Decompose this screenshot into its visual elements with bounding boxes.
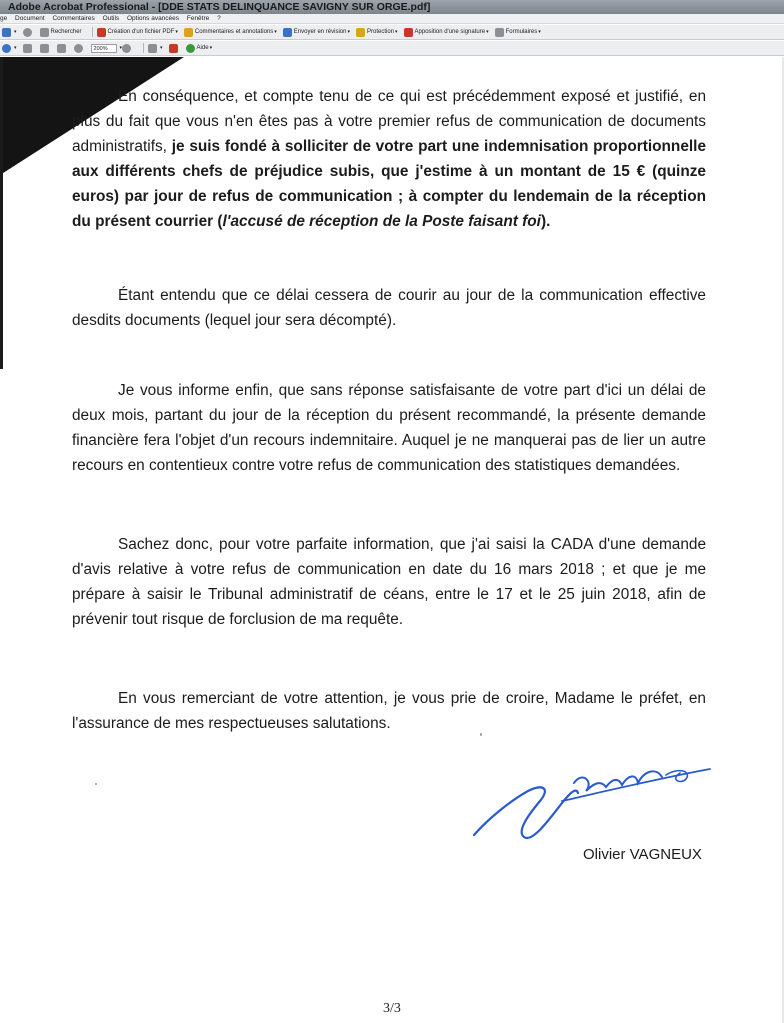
comments-button[interactable]: Commentaires et annotations ▾ bbox=[184, 25, 277, 40]
send-review-icon bbox=[283, 28, 292, 37]
fit-width-button[interactable] bbox=[57, 44, 68, 53]
zoom-out-icon bbox=[74, 44, 83, 53]
zoom-in-icon bbox=[122, 44, 131, 53]
paragraph-appeal-text: Je vous informe enfin, que sans réponse satisfaisante de votre part d'ici un délai de deux mois, partant du jour de la réception du présent recommandé, la présente demande financière fera l'objet d'un recours indemnitaire. Auquel je ne manquerai pas de lier un autre recours en contentieux contre votre refus de communication des statistiques demandées. bbox=[72, 382, 706, 474]
signature-button[interactable]: Apposition d'une signature ▾ bbox=[404, 25, 489, 40]
document-page[interactable] bbox=[0, 57, 784, 1023]
paragraph-compensation-note: l'accusé de réception de la Poste faisant foi bbox=[222, 213, 541, 230]
menu-item-document[interactable]: Document bbox=[15, 15, 45, 22]
forms-button[interactable]: Formulaires ▾ bbox=[495, 25, 541, 40]
pen-icon bbox=[404, 28, 413, 37]
scan-edge bbox=[0, 57, 3, 369]
search-button[interactable] bbox=[40, 25, 82, 40]
menu-item-page[interactable]: ge bbox=[0, 15, 8, 22]
rotate-button[interactable]: ▾ bbox=[148, 41, 163, 56]
actual-size-button[interactable] bbox=[23, 44, 34, 53]
protection-label: Protection bbox=[367, 28, 395, 35]
open-icon bbox=[2, 28, 11, 37]
paragraph-delay-text: Étant entendu que ce délai cessera de courir au jour de la communication effective desdits documents (lequel jour sera décompté). bbox=[72, 287, 706, 329]
menu-item-tools[interactable]: Outils bbox=[102, 15, 120, 22]
menu-item-advanced[interactable]: Options avancées bbox=[127, 15, 180, 22]
create-pdf-icon bbox=[97, 28, 106, 37]
zoom-tool-button[interactable]: ▾ bbox=[2, 41, 17, 56]
help-button[interactable]: Aide ▾ bbox=[186, 41, 213, 56]
signature-label: Apposition d'une signature bbox=[414, 28, 486, 35]
yahoo-button[interactable] bbox=[169, 44, 180, 53]
paragraph-delay bbox=[72, 283, 706, 333]
yahoo-icon bbox=[169, 44, 178, 53]
page-number: 3/3 bbox=[383, 1001, 401, 1016]
fit-page-icon bbox=[40, 44, 49, 53]
send-review-button[interactable]: Envoyer en révision ▾ bbox=[283, 25, 350, 40]
paragraph-closing bbox=[72, 686, 706, 736]
actual-size-icon bbox=[23, 44, 32, 53]
paragraph-compensation-claim: je suis fondé à solliciter de votre part une indemnisation proportionnelle aux différents chefs de préjudice subis, que j'estime à un montant de 15 € (quinze euros) par jour de refus de communication ; à compter du lendemain de la réception du présent courrier ( bbox=[72, 138, 707, 230]
menu-item-window[interactable]: Fenêtre bbox=[186, 15, 210, 22]
paragraph-closing-text: En vous remerciant de votre attention, je vous prie de croire, Madame le préfet, en l'assurance de mes respectueuses salutations. bbox=[72, 690, 706, 732]
zoom-in-button[interactable]: ▾ bbox=[119, 41, 134, 56]
paragraph-compensation bbox=[72, 84, 706, 234]
menu-bar bbox=[0, 14, 784, 24]
binoculars-icon bbox=[40, 28, 49, 37]
email-icon bbox=[23, 28, 32, 37]
rotate-icon bbox=[148, 44, 157, 53]
help-icon bbox=[186, 44, 195, 53]
create-pdf-label: Création d'un fichier PDF bbox=[107, 28, 175, 35]
create-pdf-button[interactable]: Création d'un fichier PDF ▾ bbox=[97, 25, 178, 40]
paragraph-cada-text: Sachez donc, pour votre parfaite information, que j'ai saisi la CADA d'une demande d'avis relative à votre refus de communication en date du 16 mars 2018 ; et que je me prépare à saisir le Tribunal administratif de céans, entre le 17 et le 25 juin 2018, afin de prévenir tout risque de forclusion de ma requête. bbox=[72, 536, 706, 628]
paragraph-appeal bbox=[72, 378, 706, 478]
forms-label: Formulaires bbox=[505, 28, 538, 35]
fit-width-icon bbox=[57, 44, 66, 53]
fit-page-button[interactable] bbox=[40, 44, 51, 53]
menu-item-comments[interactable]: Commentaires bbox=[52, 15, 95, 22]
email-button[interactable] bbox=[23, 28, 34, 37]
open-button[interactable]: ▾ bbox=[2, 25, 17, 40]
comments-label: Commentaires et annotations bbox=[194, 28, 274, 35]
toolbar-view bbox=[0, 41, 784, 56]
lock-icon bbox=[356, 28, 365, 37]
paragraph-compensation-end: ). bbox=[540, 213, 551, 230]
toolbar-main bbox=[0, 25, 784, 40]
comment-icon bbox=[184, 28, 193, 37]
scan-speck bbox=[480, 733, 482, 736]
signatory-name: Olivier VAGNEUX bbox=[583, 846, 702, 863]
zoom-field[interactable]: 200% bbox=[91, 44, 117, 53]
forms-icon bbox=[495, 28, 504, 37]
search-label: Rechercher bbox=[50, 28, 82, 35]
help-label: Aide bbox=[196, 44, 209, 51]
window-title: Adobe Acrobat Professional - [DDE STATS DELINQUANCE SAVIGNY SUR ORGE.pdf] bbox=[0, 0, 784, 14]
menu-item-help[interactable]: ? bbox=[217, 15, 221, 22]
zoom-out-button[interactable] bbox=[74, 44, 85, 53]
send-review-label: Envoyer en révision bbox=[293, 28, 347, 35]
handwritten-signature bbox=[466, 757, 716, 852]
paragraph-compensation-intro: En conséquence, et compte tenu de ce qui est précédemment exposé et justifié, en plus du fait que vous n'en êtes pas à votre premier refus de communication de documents administratifs, bbox=[72, 88, 706, 155]
scan-speck bbox=[95, 783, 97, 785]
protection-button[interactable]: Protection ▾ bbox=[356, 25, 398, 40]
magnifier-icon bbox=[2, 44, 11, 53]
paragraph-cada bbox=[72, 532, 706, 632]
